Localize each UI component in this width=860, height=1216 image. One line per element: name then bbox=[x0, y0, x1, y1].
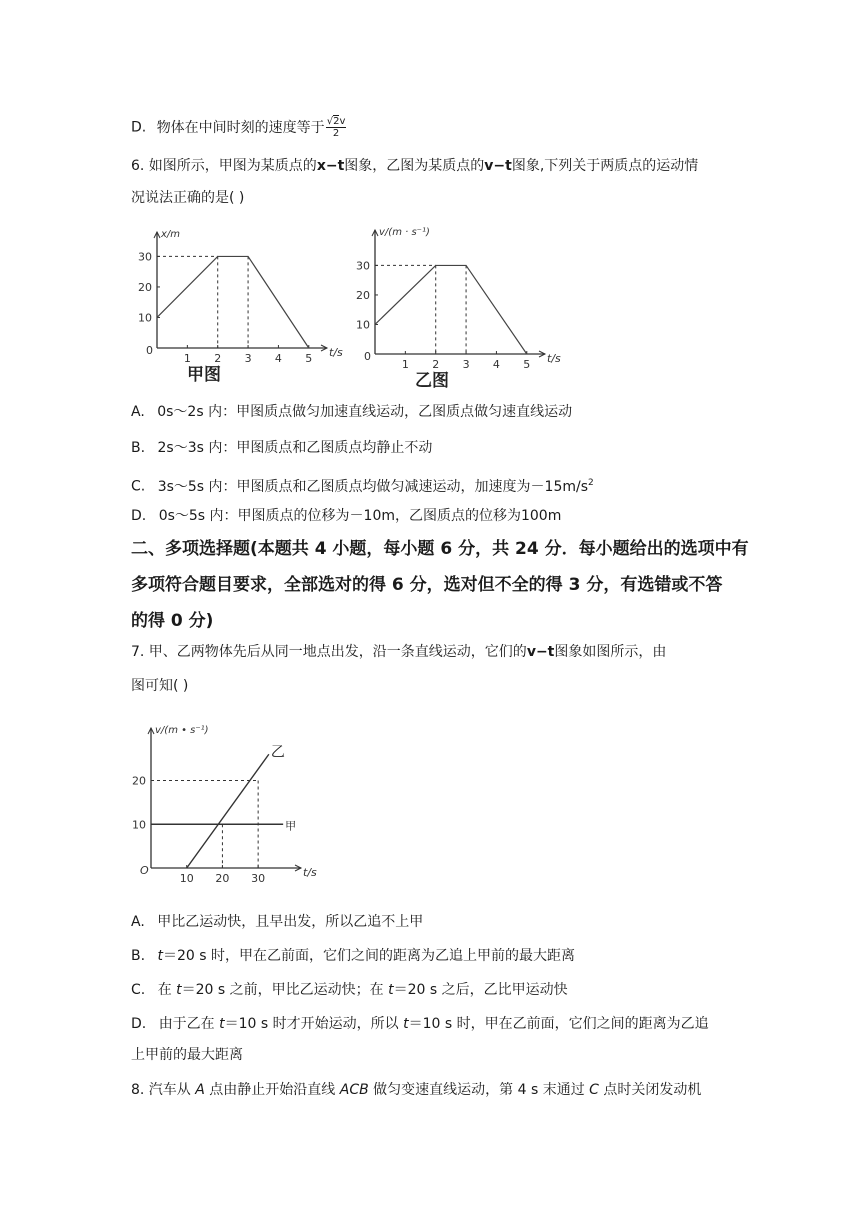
q7-option-a bbox=[131, 912, 423, 932]
y-axis-label: v/(m • s⁻¹) bbox=[155, 725, 209, 736]
option-label: A. bbox=[131, 914, 145, 930]
x-tick-label: 4 bbox=[492, 358, 500, 371]
frac-denominator: 2 bbox=[332, 128, 340, 139]
v-t-graph-jia-yi bbox=[131, 712, 317, 890]
section2-heading-line1: 二、多项选择题(本题共 4 小题，每小题 6 分，共 24 分．每小题给出的选项中有 bbox=[131, 539, 749, 559]
x-tick-label: 2 bbox=[432, 358, 440, 371]
option-label: C. bbox=[131, 982, 146, 998]
point-c: C bbox=[589, 1082, 599, 1098]
q6-option-a bbox=[131, 402, 572, 422]
option-label: D. bbox=[131, 508, 147, 524]
var-t: t bbox=[219, 1016, 225, 1032]
data-line bbox=[157, 256, 309, 348]
option-text: 甲比乙运动快，且早出发，所以乙追不上甲 bbox=[157, 914, 424, 930]
q5-option-d bbox=[131, 116, 346, 139]
q6-stem-text: 6. 如图所示，甲图为某质点的 bbox=[131, 158, 317, 174]
q6-vt-term: v−t bbox=[484, 158, 512, 174]
option-text: 物体在中间时刻的速度等于 bbox=[156, 119, 325, 136]
option-label: B. bbox=[131, 440, 146, 456]
q6-option-c bbox=[131, 473, 594, 497]
y-axis-label: v/(m · s⁻¹) bbox=[379, 227, 430, 238]
q7-stem-text: 7. 甲、乙两物体先后从同一地点出发，沿一条直线运动，它们的 bbox=[131, 644, 527, 660]
origin-label: 0 bbox=[146, 344, 153, 357]
frac-var: v bbox=[339, 116, 346, 127]
x-axis-label: t/s bbox=[547, 352, 561, 365]
option-text: ＝10 s 时才开始运动，所以 bbox=[224, 1016, 404, 1032]
option-label: C. bbox=[131, 478, 146, 495]
x-tick-label: 5 bbox=[305, 352, 313, 365]
q7-stem-text: 图象如图所示，由 bbox=[554, 644, 667, 660]
x-tick-label: 1 bbox=[401, 358, 409, 371]
option-label: A. bbox=[131, 404, 145, 420]
q7-stem-line2: 图可知( ) bbox=[131, 678, 189, 694]
option-label: B. bbox=[131, 948, 146, 964]
x-tick-label: 1 bbox=[183, 352, 191, 365]
x-t-graph-jia bbox=[131, 222, 341, 387]
option-label: D. bbox=[131, 119, 147, 136]
q7-option-b bbox=[131, 946, 575, 966]
option-text: ＝20 s 之后，乙比甲运动快 bbox=[393, 982, 568, 998]
q8-text: 点时关闭发动机 bbox=[598, 1082, 702, 1098]
section2-heading-line3: 的得 0 分) bbox=[131, 611, 214, 631]
series-yi-label: 乙 bbox=[270, 744, 285, 761]
line-acb: ACB bbox=[339, 1082, 369, 1098]
option-text: ＝20 s 之前，甲比乙运动快；在 bbox=[181, 982, 389, 998]
x-axis-label: t/s bbox=[303, 866, 317, 879]
q6-option-b bbox=[131, 438, 432, 458]
x-axis-label: t/s bbox=[329, 346, 343, 359]
q6-xt-term: x−t bbox=[316, 158, 345, 174]
data-line bbox=[375, 265, 527, 354]
option-text: ＝20 s 时，甲在乙前面，它们之间的距离为乙追上甲前的最大距离 bbox=[163, 948, 576, 964]
q6-stem-text: 图象，乙图为某质点的 bbox=[344, 158, 485, 174]
option-text: 在 bbox=[157, 982, 177, 998]
chart-caption: 乙图 bbox=[415, 371, 449, 391]
series-jia-label: 甲 bbox=[285, 819, 297, 833]
option-text: 0s～5s 内：甲图质点的位移为－10m，乙图质点的位移为100m bbox=[158, 508, 562, 524]
x-tick-label: 3 bbox=[462, 358, 470, 371]
x-tick-label: 20 bbox=[215, 872, 230, 885]
option-text: 3s～5s 内：甲图质点和乙图质点均做匀减速运动，加速度为－15m/s bbox=[157, 478, 589, 495]
q7-option-c bbox=[131, 980, 568, 1000]
var-t: t bbox=[176, 982, 182, 998]
sqrt-sign: √ bbox=[326, 116, 334, 127]
x-tick-label: 3 bbox=[244, 352, 252, 365]
section2-heading-line2: 多项符合题目要求，全部选对的得 6 分，选对但不全的得 3 分，有选错或不答 bbox=[131, 575, 723, 595]
y-tick-label: 30 bbox=[138, 250, 152, 264]
y-tick-label: 10 bbox=[138, 311, 152, 325]
q6-stem-text: 图象,下列关于两质点的运动情 bbox=[511, 158, 699, 174]
origin-label: O bbox=[140, 864, 149, 877]
q8-text: 做匀变速直线运动，第 4 s 末通过 bbox=[368, 1082, 590, 1098]
option-text: 由于乙在 bbox=[158, 1016, 220, 1032]
fraction-sqrt2-v-over-2 bbox=[326, 116, 347, 139]
option-text: ＝10 s 时，甲在乙前面，它们之间的距离为乙追 bbox=[408, 1016, 709, 1032]
point-a: A bbox=[195, 1082, 205, 1098]
option-label: D. bbox=[131, 1016, 147, 1032]
q8-text: 8. 汽车从 bbox=[131, 1082, 196, 1098]
y-axis-label: x/m bbox=[161, 229, 181, 240]
var-t: t bbox=[403, 1016, 409, 1032]
chart-caption: 甲图 bbox=[187, 365, 221, 385]
option-text: 0s～2s 内：甲图质点做匀加速直线运动，乙图质点做匀速直线运动 bbox=[157, 404, 573, 420]
x-tick-label: 30 bbox=[251, 872, 266, 885]
q8-text: 点由静止开始沿直线 bbox=[204, 1082, 340, 1098]
v-t-graph-yi bbox=[353, 227, 561, 391]
q7-option-d bbox=[131, 1014, 709, 1034]
y-tick-label: 10 bbox=[132, 818, 146, 832]
y-tick-label: 30 bbox=[356, 259, 370, 273]
q6-option-d bbox=[131, 506, 561, 526]
q7-vt-term: v−t bbox=[526, 644, 555, 660]
q6-stem-line2: 况说法正确的是( ) bbox=[131, 190, 245, 206]
x-tick-label: 2 bbox=[214, 352, 222, 365]
y-tick-label: 20 bbox=[356, 288, 370, 302]
superscript: 2 bbox=[588, 478, 594, 488]
var-t: t bbox=[388, 982, 394, 998]
y-tick-label: 20 bbox=[132, 774, 146, 788]
q8-stem-line1 bbox=[131, 1080, 701, 1100]
x-tick-label: 4 bbox=[274, 352, 282, 365]
q6-stem-line1 bbox=[131, 156, 698, 176]
x-tick-label: 10 bbox=[179, 872, 194, 885]
option-text: 2s～3s 内：甲图质点和乙图质点均静止不动 bbox=[157, 440, 433, 456]
origin-label: 0 bbox=[364, 350, 371, 363]
sqrt-radicand: 2 bbox=[333, 116, 340, 127]
q7-stem-line1 bbox=[131, 642, 666, 662]
y-tick-label: 20 bbox=[138, 280, 152, 294]
var-t: t bbox=[157, 948, 164, 964]
series-yi-line bbox=[187, 754, 269, 868]
x-tick-label: 5 bbox=[523, 358, 531, 371]
y-tick-label: 10 bbox=[356, 318, 370, 332]
q7-option-d-cont: 上甲前的最大距离 bbox=[131, 1047, 243, 1063]
